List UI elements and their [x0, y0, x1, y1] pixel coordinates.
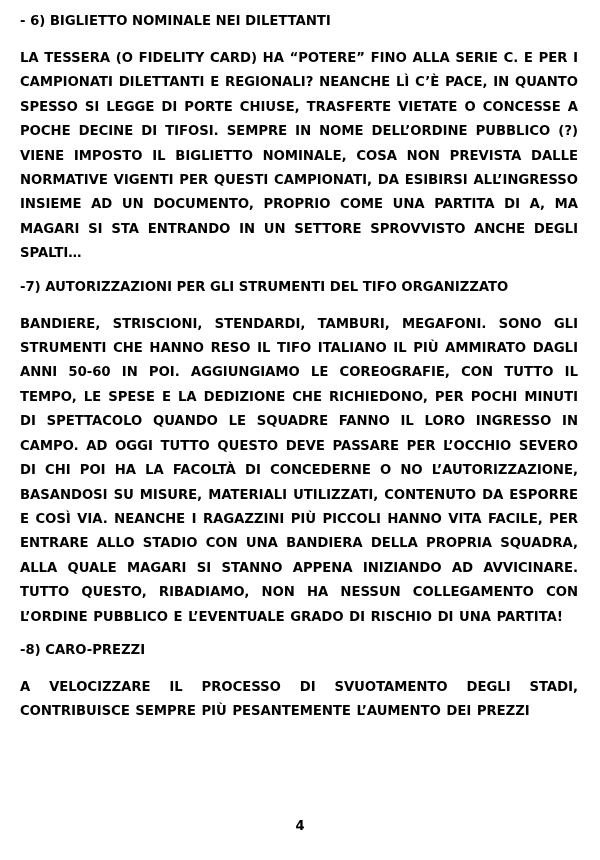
- section-body-8: A VELOCIZZARE IL PROCESSO DI SVUOTAMENTO DEGLI STADI, CONTRIBUISCE SEMPRE PIÙ PESANTEMENTE L’AUMENTO DEI PREZZI: [20, 679, 578, 720]
- document-page: [20, 14, 578, 725]
- section-heading-8: -8) CARO-PREZZI: [20, 642, 146, 658]
- section-body-7: BANDIERE, STRISCIONI, STENDARDI, TAMBURI, MEGAFONI. SONO GLI STRUMENTI CHE HANNO RESO IL TIFO ITALIANO IL PIÙ AMMIRATO DAGLI ANNI 50-60 IN POI. AGGIUNGIAMO LE COREOGRAFIE, CON TUTTO IL TEMPO, LE SPESE E LA DEDIZIONE CHE RICHIEDONO, PER POCHI MINUTI DI SPETTACOLO QUANDO LE SQUADRE FANNO IL LORO INGRESSO IN CAMPO. AD OGGI TUTTO QUESTO DEVE PASSARE PER L’OCCHIO SEVERO DI CHI POI HA LA FACOLTÀ DI CONCEDERNE O NO L’AUTORIZZAZIONE, BASANDOSI SU MISURE, MATERIALI UTILIZZATI, CONTENUTO DA ESPORRE E COSÌ VIA. NEANCHE I RAGAZZINI PIÙ PICCOLI HANNO VITA FACILE, PER ENTRARE ALLO STADIO CON UNA BANDIERA DELLA PROPRIA SQUADRA, ALLA QUALE MAGARI SI STANNO APPENA INIZIANDO AD AVVICINARE. TUTTO QUESTO, RIBADIAMO, NON HA NESSUN COLLEGAMENTO CON L’ORDINE PUBBLICO E L’EVENTUALE GRADO DI RISCHIO DI UNA PARTITA!: [20, 316, 578, 625]
- section-heading-6: - 6) BIGLIETTO NOMINALE NEI DILETTANTI: [20, 14, 331, 29]
- page-number: 4: [295, 819, 305, 834]
- section-body-6: LA TESSERA (O FIDELITY CARD) HA “POTERE” FINO ALLA SERIE C. E PER I CAMPIONATI DILETTANTI E REGIONALI? NEANCHE LÌ C’È PACE, IN QUANTO SPESSO SI LEGGE DI PORTE CHIUSE, TRASFERTE VIETATE O CONCESSE A POCHE DECINE DI TIFOSI. SEMPRE IN NOME DELL’ORDINE PUBBLICO (?) VIENE IMPOSTO IL BIGLIETTO NOMINALE, COSA NON PREVISTA DALLE NORMATIVE VIGENTI PER QUESTI CAMPIONATI, DA ESIBIRSI ALL’INGRESSO INSIEME AD UN DOCUMENTO, PROPRIO COME UNA PARTITA DI A, MA MAGARI SI STA ENTRANDO IN UN SETTORE SPROVVISTO ANCHE DEGLI SPALTI…: [20, 51, 578, 262]
- section-heading-7: -7) AUTORIZZAZIONI PER GLI STRUMENTI DEL TIFO ORGANIZZATO: [20, 279, 509, 295]
